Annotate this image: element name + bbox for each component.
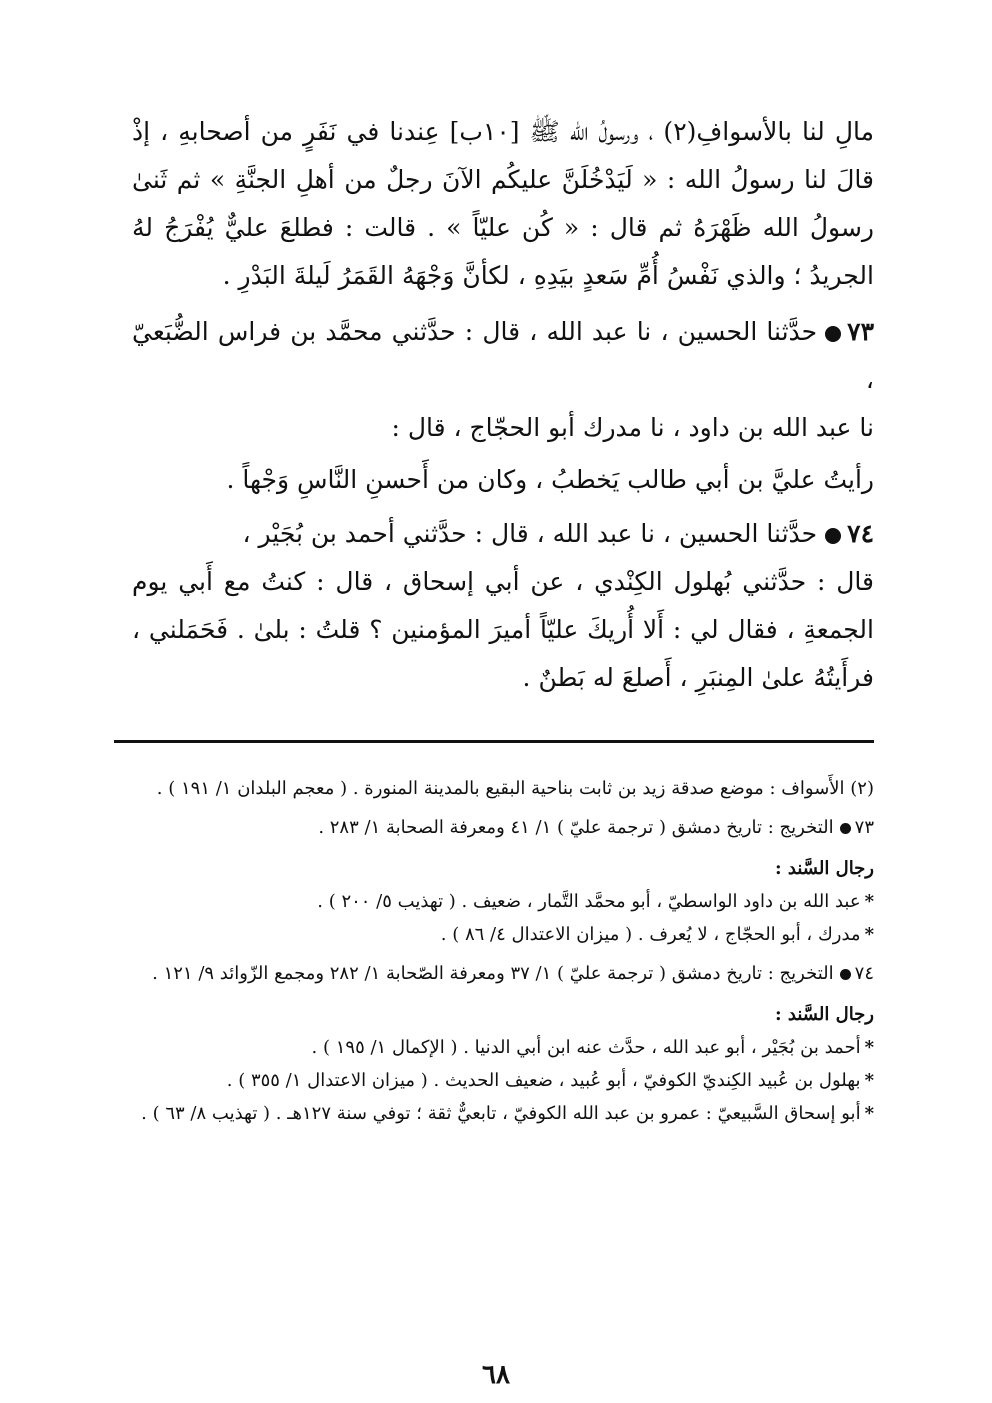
takhrij-text: التخريج : تاريخ دمشق ( ترجمة عليّ ) ١/ ٣٧ ومعرفة الصّحابة ١/ ٢٨٢ ومجمع الزّوائد ٩/ ١٢١ . (152, 963, 834, 984)
bullet-icon (840, 969, 851, 980)
hadith-73 (132, 308, 874, 504)
page-number: ٦٨ (482, 1360, 510, 1390)
hadith-matn: رأيتُ عليَّ بن أبي طالب يَخطبُ ، وكان من أَحسنِ النَّاسِ وَجْهاً . (226, 465, 874, 494)
rijal-item: *أبو إسحاق السَّبيعيّ : عمرو بن عبد الله الكوفيّ ، تابعيٌّ ثقة ؛ توفي سنة ١٢٧هـ . ( تهذيب ٨/ ٦٣ ) . (141, 1103, 874, 1124)
rijal-item: *مدرك ، أبو الحجّاج ، لا يُعرف . ( ميزان الاعتدال ٤/ ٨٦ ) . (440, 924, 874, 945)
hadith-number: ٧٤ (847, 519, 874, 548)
takhrij-number: ٧٣ (854, 817, 874, 838)
star-icon: * (864, 1070, 874, 1091)
bullet-icon (825, 528, 841, 544)
takhrij-73 (132, 811, 874, 844)
takhrij-text: التخريج : تاريخ دمشق ( ترجمة عليّ ) ١/ ٤١ ومعرفة الصحابة ١/ ٢٨٣ . (318, 817, 834, 838)
rijal-item: *عبد الله بن داود الواسطيّ ، أبو محمَّد التَّمار ، ضعيف . ( تهذيب ٥/ ٢٠٠ ) . (317, 891, 874, 912)
bullet-icon (840, 823, 851, 834)
rijal-heading: رجال السَّند : (775, 1004, 874, 1025)
rijal-heading: رجال السَّند : (775, 858, 874, 879)
star-icon: * (864, 1103, 874, 1124)
footnote-separator (114, 740, 874, 743)
bullet-icon (825, 326, 841, 342)
hadith-74 (132, 510, 874, 702)
isnad-line: حدَّثنا الحسين ، نا عبد الله ، قال : حدَّثني أحمد بن بُجَيْر ، (242, 519, 818, 548)
takhrij-number: ٧٤ (854, 963, 874, 984)
footnote-2: (٢) الأَسواف : موضع صدقة زيد بن ثابت بناحية البقيع بالمدينة المنورة . ( معجم البلدان ١/ ١٩١ ) . (156, 778, 874, 799)
star-icon: * (864, 1037, 874, 1058)
rijal-item: *أحمد بن بُجَيْر ، أبو عبد الله ، حدَّث عنه ابن أبي الدنيا . ( الإكمال ١/ ١٩٥ ) . (311, 1037, 874, 1058)
hadith-number: ٧٣ (847, 317, 874, 346)
rijal-item: *بهلول بن عُبيد الكِنديّ الكوفيّ ، أبو عُبيد ، ضعيف الحديث . ( ميزان الاعتدال ١/ ٣٥٥ ) . (226, 1070, 874, 1091)
continuation-paragraph: مالِ لنا بالأسوافِ(٢) ، ورسولُ الله ﷺ [١٠ب] عِندنا في نَفَرٍ من أصحابهِ ، إذْ قالَ لنا رسولُ الله : « لَيَدْخُلَنَّ عليكُم الآنَ رجلٌ من أهلِ الجنَّةِ » ثم ثَنىٰ رسولُ الله ظَهْرَهُ ثم قال : « كُن عليّاً » . قالت : فطلعَ عليٌّ يُفْرَجُ لهُ الجريدُ ؛ والذي نَفْسُ أُمِّ سَعدٍ بيَدِهِ ، لكأنَّ وَجْهَهُ القَمَرُ لَيلةَ البَدْرِ . (132, 117, 874, 290)
footnotes (132, 772, 874, 1130)
main-text (132, 108, 874, 702)
isnad-line: نا عبد الله بن داود ، نا مدرك أبو الحجّاج ، قال : (391, 413, 874, 442)
isnad-line: حدَّثنا الحسين ، نا عبد الله ، قال : حدَّثني محمَّد بن فراس الضُّبَعيّ ، (132, 317, 874, 394)
takhrij-74 (132, 957, 874, 990)
hadith-text: قال : حدَّثني بُهلول الكِنْدي ، عن أبي إسحاق ، قال : كنتُ مع أَبي يوم الجمعةِ ، فقال لي : أَلا أُريكَ عليّاً أميرَ المؤمنين ؟ قلتُ : بلىٰ . فَحَمَلني ، فرأَيتُهُ علىٰ المِنبَرِ ، أَصلعَ له بَطنٌ . (132, 567, 874, 692)
star-icon: * (864, 924, 874, 945)
star-icon: * (864, 891, 874, 912)
